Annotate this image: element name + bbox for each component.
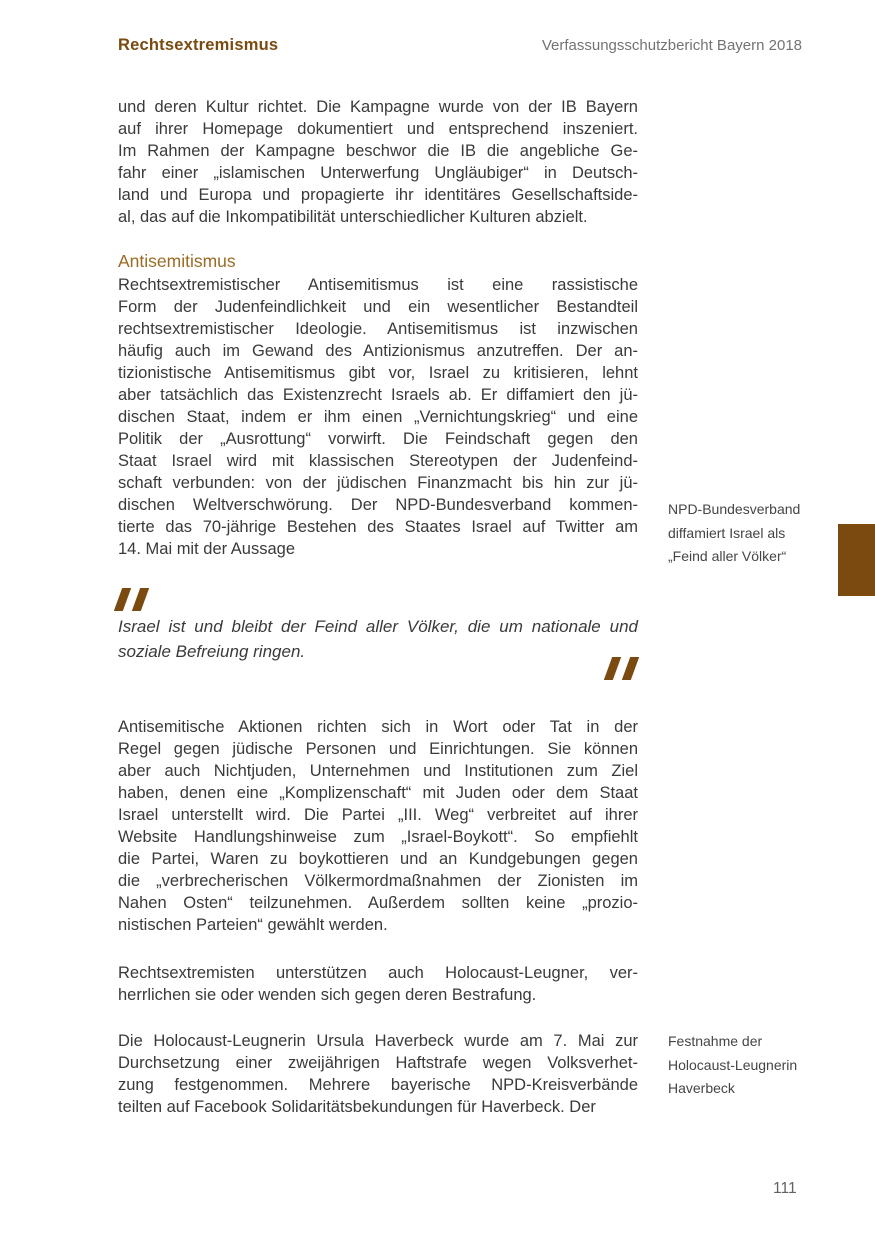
text-line: NPD-Bundesverband xyxy=(668,501,801,517)
text-line: schaft verbunden: von der jüdischen Finanzmacht bis hin zur jü- xyxy=(118,474,638,492)
text-line: dischen Weltverschwörung. Der NPD-Bundesverband kommen- xyxy=(118,496,638,514)
paragraph-holocaust-leugner xyxy=(118,962,638,1006)
text-line: nistischen Parteien“ gewählt werden. xyxy=(118,916,388,934)
text-line: aber auch Nichtjuden, Unternehmen und Institutionen zum Ziel xyxy=(118,762,638,780)
text-line: Website Handlungshinweise zum „Israel-Boykott“. So empfiehlt xyxy=(118,828,638,846)
text-line: soziale Befreiung ringen. xyxy=(118,642,306,661)
header-report-title: Verfassungsschutzbericht Bayern 2018 xyxy=(541,37,802,54)
text-line: die Partei, Waren zu boykottieren und an Kundgebungen gegen xyxy=(118,850,638,868)
text-line: Politik der „Ausrottung“ vorwirft. Die Feindschaft gegen den xyxy=(118,430,638,448)
text-line: häufig auch im Gewand des Antizionismus anzutreffen. Der an- xyxy=(118,342,638,360)
text-line: tizionistische Antisemitismus gibt vor, Israel zu kritisieren, lehnt xyxy=(118,364,638,382)
text-line: dischen Staat, indem er ihm einen „Vernichtungskrieg“ und eine xyxy=(118,408,638,426)
text-line: und deren Kultur richtet. Die Kampagne wurde von der IB Bayern xyxy=(118,98,638,116)
text-line: herrlichen sie oder wenden sich gegen deren Bestrafung. xyxy=(118,986,537,1004)
text-line: rechtsextremistischer Ideologie. Antisemitismus ist inzwischen xyxy=(118,320,638,338)
text-line: tierte das 70-jährige Bestehen des Staates Israel auf Twitter am xyxy=(118,518,638,536)
header-section-title: Rechtsextremismus xyxy=(118,36,279,54)
text-line: Staat Israel wird mit klassischen Stereotypen der Judenfeind- xyxy=(118,452,638,470)
text-line: al, das auf die Inkompatibilität unterschiedlicher Kulturen abzielt. xyxy=(118,208,588,226)
text-line: auf ihrer Homepage dokumentiert und entsprechend inszeniert. xyxy=(118,120,638,138)
chapter-tab-marker xyxy=(838,524,875,596)
paragraph-kampagne xyxy=(118,96,638,228)
text-line: Rechtsextremistischer Antisemitismus ist eine rassistische xyxy=(118,276,638,294)
text-line: land und Europa und propagierte ihr identitäres Gesellschaftside- xyxy=(118,186,638,204)
margin-note-npd xyxy=(668,498,838,569)
text-line: Regel gegen jüdische Personen und Einrichtungen. Sie können xyxy=(118,740,638,758)
margin-note-haverbeck xyxy=(668,1030,838,1101)
text-line: Nahen Osten“ teilzunehmen. Außerdem sollten keine „prozio- xyxy=(118,894,638,912)
text-line: Durchsetzung einer zweijährigen Haftstrafe wegen Volksverhet- xyxy=(118,1054,638,1072)
text-line: aber tatsächlich das Existenzrecht Israels ab. Er diffamiert den jü- xyxy=(118,386,638,404)
text-line: Israel ist und bleibt der Feind aller Völker, die um nationale und xyxy=(118,617,638,636)
text-line: Israel unterstellt wird. Die Partei „III. Weg“ verbreitet auf ihrer xyxy=(118,806,638,824)
text-line: Rechtsextremisten unterstützen auch Holocaust-Leugner, ver- xyxy=(118,964,638,982)
text-line: zung festgenommen. Mehrere bayerische NPD-Kreisverbände xyxy=(118,1076,638,1094)
text-line: teilten auf Facebook Solidaritätsbekundungen für Haverbeck. Der xyxy=(118,1098,596,1116)
text-line: Holocaust-Leugnerin xyxy=(668,1056,798,1073)
text-line: „Feind aller Völker“ xyxy=(668,548,787,564)
text-line: Haverbeck xyxy=(668,1080,735,1096)
quote-open-icon xyxy=(118,588,145,611)
paragraph-aktionen xyxy=(118,716,638,936)
paragraph-antisemitismus xyxy=(118,274,638,560)
page-number: 111 xyxy=(773,1180,797,1197)
text-line: die „verbrecherischen Völkermordmaßnahmen der Zionisten im xyxy=(118,872,638,890)
pull-quote xyxy=(118,614,638,664)
quote-close-icon xyxy=(608,657,635,680)
text-line: 14. Mai mit der Aussage xyxy=(118,540,296,558)
text-line: Im Rahmen der Kampagne beschwor die IB die angebliche Ge- xyxy=(118,142,638,160)
paragraph-haverbeck xyxy=(118,1030,638,1118)
text-line: Die Holocaust-Leugnerin Ursula Haverbeck wurde am 7. Mai zur xyxy=(118,1032,638,1050)
text-line: Form der Judenfeindlichkeit und ein wesentlicher Bestandteil xyxy=(118,298,638,316)
text-line: diffamiert Israel als xyxy=(668,524,786,541)
text-line: haben, denen eine „Komplizenschaft“ mit Juden oder dem Staat xyxy=(118,784,638,802)
text-line: fahr einer „islamischen Unterwerfung Ungläubiger“ in Deutsch- xyxy=(118,164,638,182)
text-line: Festnahme der xyxy=(668,1033,763,1049)
text-line: Antisemitische Aktionen richten sich in Wort oder Tat in der xyxy=(118,718,638,736)
heading-antisemitismus: Antisemitismus xyxy=(118,251,236,271)
